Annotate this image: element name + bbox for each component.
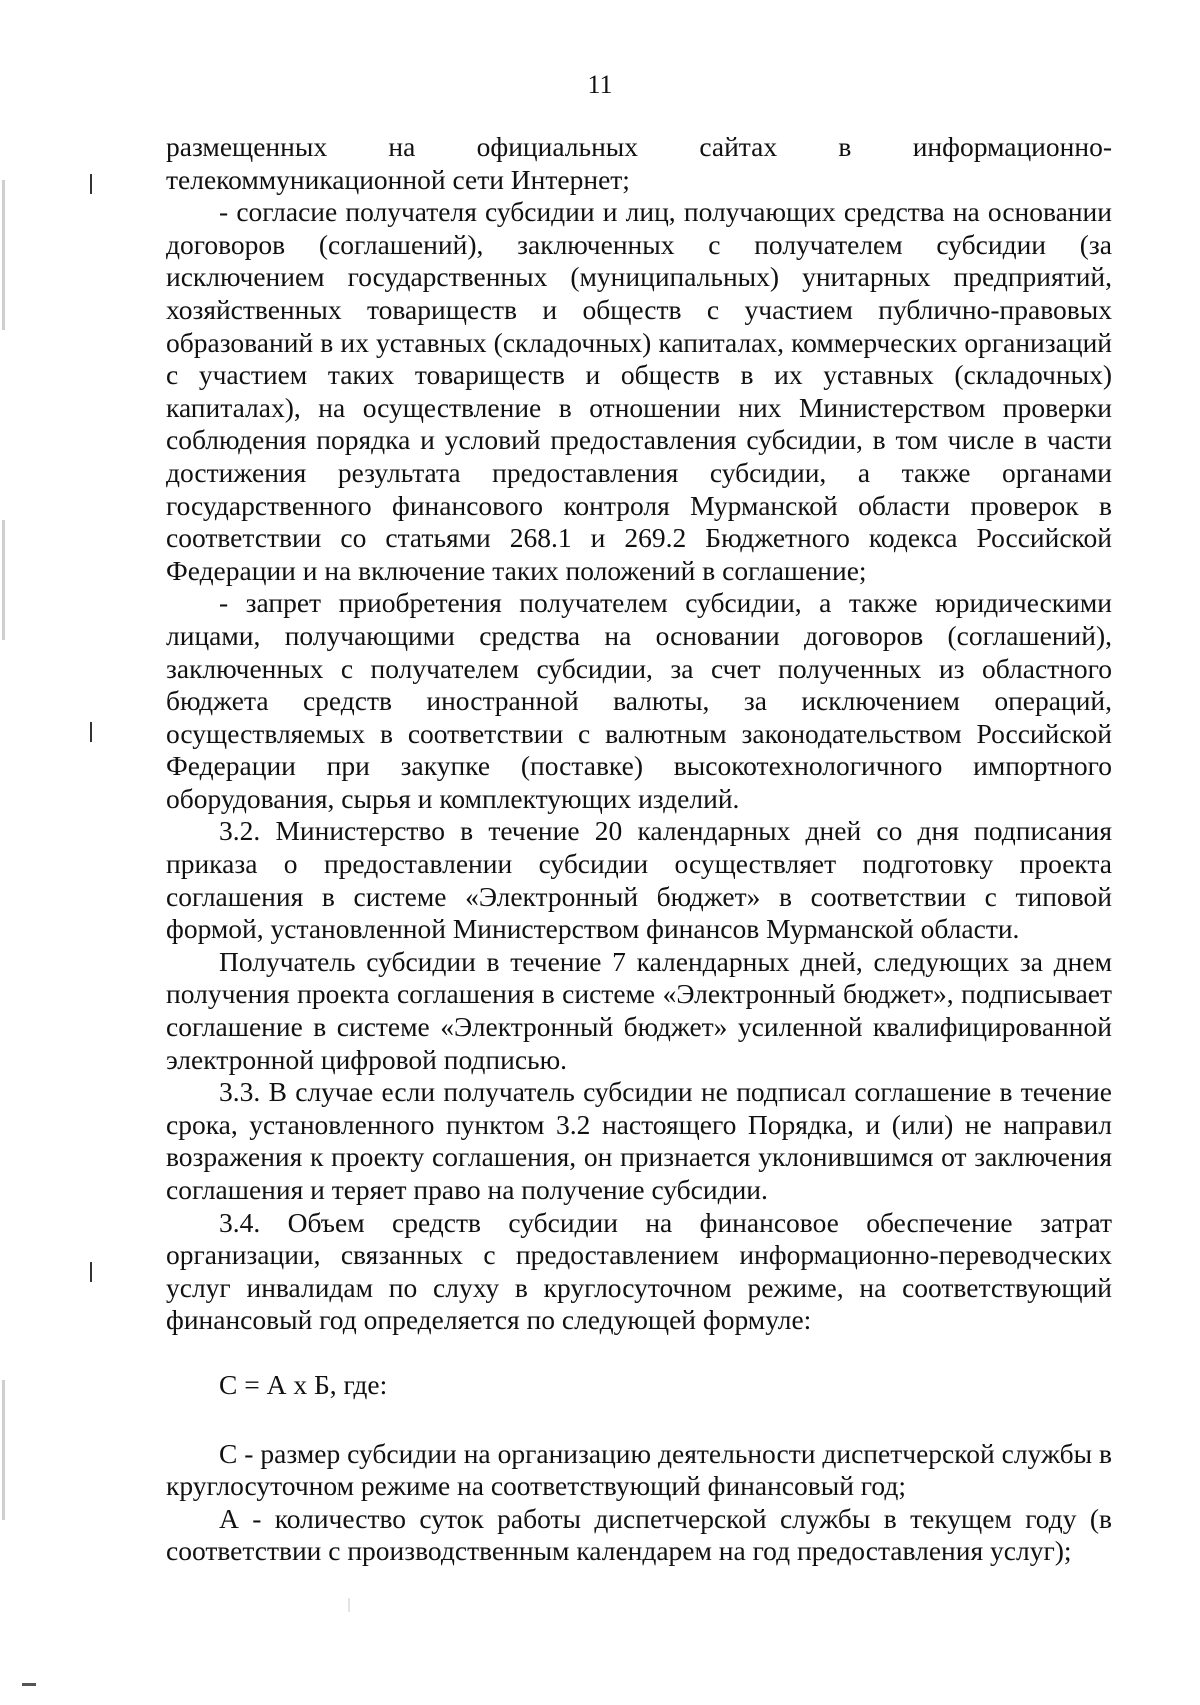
- paragraph-3-4: 3.4. Объем средств субсидии на финансовое обеспечение затрат организации, связанных с предоставлением информационно-переводческих услуг инвалидам по слуху в круглосуточном режиме, на соответствующий финансовый год определяется по следующей формуле:: [166, 1206, 1112, 1336]
- margin-mark: [90, 174, 92, 194]
- definition-c: С - размер субсидии на организацию деятельности диспетчерской службы в круглосуточном режиме на соответствующий финансовый год;: [166, 1437, 1112, 1502]
- scan-edge-line: [2, 520, 5, 640]
- paragraph-3-3: 3.3. В случае если получатель субсидии не подписал соглашение в течение срока, установленного пунктом 3.2 настоящего Порядка, и (или) не направил возражения к проекту соглашения, он признается уклонившимся от заключения соглашения и теряет право на получение субсидии.: [166, 1076, 1112, 1205]
- scan-edge-line: [2, 180, 5, 330]
- paragraph-consent: - согласие получателя субсидии и лиц, получающих средства на основании договоров (соглашений), заключенных с получателем субсидии (за исключением государственных (муниципальных) унитарных предприятий, хозяйственных товариществ и обществ с участием публично-правовых образований в их уставных (складочных) капиталах, коммерческих организаций с участием таких товариществ и обществ в их уставных (складочных) капиталах), на осуществление в отношении них Министерством проверки соблюдения порядка и условий предоставления субсидии, в том числе в части достижения результата предоставления субсидии, а также органами государственного финансового контроля Мурманской области проверок в соответствии со статьями 268.1 и 269.2 Бюджетного кодекса Российской Федерации и на включение таких положений в соглашение;: [166, 196, 1112, 586]
- margin-mark: [90, 722, 92, 742]
- scan-corner-mark: [22, 1683, 36, 1686]
- margin-mark: [90, 1262, 92, 1282]
- paragraph-currency-ban: - запрет приобретения получателем субсидии, а также юридическими лицами, получающими средства на основании договоров (соглашений), заключенных с получателем субсидии, за счет полученных из областного бюджета средств иностранной валюты, за исключением операций, осуществляемых в соответствии с валютным законодательством Российской Федерации при закупке (поставке) высокотехнологичного импортного оборудования, сырья и комплектующих изделий.: [166, 587, 1112, 814]
- paragraph-sites-continuation: размещенных на официальных сайтах в информационно-телекоммуникационной сети Интернет;: [166, 131, 1112, 195]
- scan-artifact: [348, 1598, 350, 1612]
- scan-edge-line: [2, 1380, 5, 1520]
- definition-a: А - количество суток работы диспетчерской службы в текущем году (в соответствии с производственным календарем на год предоставления услуг);: [166, 1502, 1112, 1567]
- formula: С = А х Б, где:: [219, 1368, 388, 1400]
- paragraph-3-2: 3.2. Министерство в течение 20 календарных дней со дня подписания приказа о предоставлении субсидии осуществляет подготовку проекта соглашения в системе «Электронный бюджет» в соответствии с типовой формой, установленной Министерством финансов Мурманской области.: [166, 815, 1112, 945]
- page-number: 11: [587, 70, 613, 99]
- document-body: [166, 131, 1112, 1568]
- paragraph-recipient-signs: Получатель субсидии в течение 7 календарных дней, следующих за днем получения проекта соглашения в системе «Электронный бюджет», подписывает соглашение в системе «Электронный бюджет» усиленной квалифицированной электронной цифровой подписью.: [166, 945, 1112, 1075]
